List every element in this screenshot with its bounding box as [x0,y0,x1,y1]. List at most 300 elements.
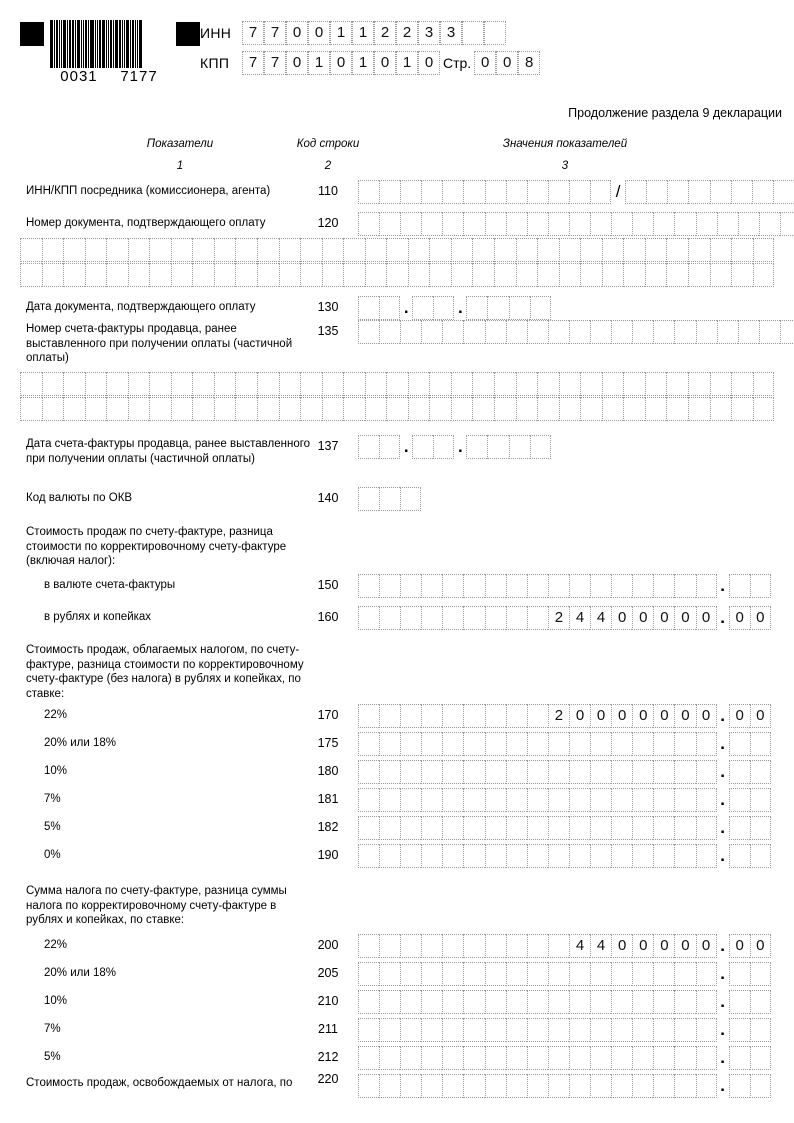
exempt-sales-integer-cell[interactable] [696,1074,717,1098]
tax-sum-7-integer-cell[interactable] [590,1018,611,1042]
tax-sum-7-integer-cell[interactable] [611,1018,632,1042]
invoice-date-year-cell[interactable] [530,435,551,459]
taxable-22-decimal-cell[interactable]: 0 [729,704,750,728]
sale-cost-currency-integer-cell[interactable] [400,574,421,598]
payment-date-year-cell[interactable] [509,296,530,320]
inn-cell[interactable]: 7 [264,21,286,45]
sale-cost-currency-integer[interactable] [358,574,717,598]
taxable-10-integer-cell[interactable] [569,760,590,784]
taxable-0-integer-cell[interactable] [653,844,674,868]
taxable-5-integer-cell[interactable] [485,816,506,840]
seller-invoice-number-continuation-2-cell[interactable] [192,397,214,421]
sale-cost-rubles-decimal-cell[interactable]: 0 [750,606,771,630]
tax-sum-22-integer-cell[interactable] [442,934,463,958]
taxable-10-integer[interactable] [358,760,717,784]
seller-invoice-number-continuation-1-cell[interactable] [537,372,559,396]
tax-sum-7-integer[interactable] [358,1018,717,1042]
exempt-sales-integer-cell[interactable] [590,1074,611,1098]
seller-invoice-number-cell[interactable] [569,320,590,344]
seller-invoice-number-continuation-1-cell[interactable] [171,372,193,396]
inn-cell[interactable]: 2 [374,21,396,45]
tax-sum-22-decimal-cell[interactable]: 0 [729,934,750,958]
seller-invoice-date-field[interactable] [358,435,551,459]
mediator-kpp-cell[interactable] [752,180,773,204]
tax-sum-5-integer-cell[interactable] [463,1046,484,1070]
kpp-cell[interactable]: 0 [330,51,352,75]
payment-doc-number-continuation-1-cell[interactable] [279,238,301,262]
tax-sum-7-integer-cell[interactable] [696,1018,717,1042]
sale-cost-rubles-integer-cell[interactable]: 4 [590,606,611,630]
payment-date-day[interactable] [358,296,400,320]
taxable-20-18-integer-cell[interactable] [485,732,506,756]
taxable-22-integer[interactable] [358,704,717,728]
seller-invoice-number-cell[interactable] [506,320,527,344]
taxable-20-18-integer-cell[interactable] [527,732,548,756]
tax-sum-7-integer-cell[interactable] [506,1018,527,1042]
mediator-inn-cell[interactable] [421,180,442,204]
payment-doc-number-continuation-2-cell[interactable] [106,263,128,287]
payment-doc-number-cell[interactable] [738,212,759,236]
invoice-date-year-cell[interactable] [466,435,487,459]
payment-doc-number-continuation-2-cell[interactable] [343,263,365,287]
tax-sum-7-integer-cell[interactable] [400,1018,421,1042]
seller-invoice-number-continuation-1-cell[interactable] [106,372,128,396]
sale-cost-rubles-integer-cell[interactable]: 0 [653,606,674,630]
tax-sum-7-decimal-cell[interactable] [729,1018,750,1042]
seller-invoice-number-cell[interactable] [463,320,484,344]
taxable-20-18-integer-cell[interactable] [548,732,569,756]
tax-sum-22-integer-cell[interactable] [421,934,442,958]
sale-cost-currency-integer-cell[interactable] [358,574,379,598]
tax-sum-10-decimal[interactable] [729,990,771,1014]
taxable-10-integer-cell[interactable] [590,760,611,784]
tax-sum-7-integer-cell[interactable] [548,1018,569,1042]
payment-doc-number-cells[interactable] [358,212,794,236]
tax-sum-20-18-integer-cell[interactable] [569,962,590,986]
tax-sum-5-decimal-cell[interactable] [729,1046,750,1070]
payment-doc-number-continuation-1-cell[interactable] [516,238,538,262]
seller-invoice-number-continuation-1-cell[interactable] [322,372,344,396]
taxable-20-18-integer-cell[interactable] [506,732,527,756]
taxable-7-decimal-cell[interactable] [750,788,771,812]
payment-date-month[interactable] [412,296,454,320]
sale-cost-rubles-integer-cell[interactable] [485,606,506,630]
tax-sum-20-18-integer-cell[interactable] [527,962,548,986]
taxable-20-18-integer-cell[interactable] [696,732,717,756]
payment-doc-number-continuation-1-cell[interactable] [85,238,107,262]
seller-invoice-number-continuation-1-cell[interactable] [731,372,753,396]
exempt-sales-integer-cell[interactable] [632,1074,653,1098]
tax-sum-22-integer[interactable] [358,934,717,958]
tax-sum-10-decimal-cell[interactable] [729,990,750,1014]
taxable-0-integer-cell[interactable] [569,844,590,868]
seller-invoice-number-continuation-1-cell[interactable] [214,372,236,396]
payment-doc-number-continuation-1-cell[interactable] [451,238,473,262]
payment-doc-number-continuation-2-cell[interactable] [537,263,559,287]
currency-code-cells[interactable] [358,487,421,511]
exempt-sales-integer-cell[interactable] [485,1074,506,1098]
seller-invoice-number-continuation-2-cell[interactable] [623,397,645,421]
tax-sum-20-18-integer-cell[interactable] [653,962,674,986]
tax-sum-7-decimal-cell[interactable] [750,1018,771,1042]
tax-sum-5-integer-cell[interactable] [400,1046,421,1070]
taxable-5-integer-cell[interactable] [696,816,717,840]
taxable-22-decimal-cell[interactable]: 0 [750,704,771,728]
payment-doc-number-continuation-1-cell[interactable] [731,238,753,262]
taxable-0-integer-cell[interactable] [400,844,421,868]
tax-sum-20-18-integer-cell[interactable] [379,962,400,986]
payment-doc-number-cell[interactable] [463,212,484,236]
invoice-date-month-cell[interactable] [433,435,454,459]
taxable-10-integer-cell[interactable] [421,760,442,784]
seller-invoice-number-continuation-1-cell[interactable] [257,372,279,396]
inn-cell[interactable]: 3 [418,21,440,45]
taxable-10-decimal-cell[interactable] [729,760,750,784]
tax-sum-22-integer-cell[interactable]: 0 [632,934,653,958]
sale-cost-currency-integer-cell[interactable] [653,574,674,598]
exempt-sales-integer-cell[interactable] [506,1074,527,1098]
sale-cost-rubles-integer-cell[interactable] [527,606,548,630]
payment-doc-number-continuation-1-cell[interactable] [128,238,150,262]
tax-sum-20-18-integer-cell[interactable] [696,962,717,986]
payment-doc-number-continuation-1-cell[interactable] [602,238,624,262]
tax-sum-5-decimal[interactable] [729,1046,771,1070]
sale-cost-currency[interactable] [358,574,771,598]
mediator-inn-cell[interactable] [506,180,527,204]
sale-cost-rubles-integer-cell[interactable]: 4 [569,606,590,630]
taxable-22-integer-cell[interactable] [506,704,527,728]
tax-sum-20-18-integer-cell[interactable] [463,962,484,986]
taxable-5[interactable] [358,816,771,840]
mediator-kpp-cell[interactable] [646,180,667,204]
taxable-7-integer-cell[interactable] [674,788,695,812]
taxable-20-18-integer-cell[interactable] [358,732,379,756]
mediator-inn-cell[interactable] [442,180,463,204]
tax-sum-22-integer-cell[interactable]: 4 [590,934,611,958]
payment-doc-number-continuation-1-cell[interactable] [63,238,85,262]
taxable-0-integer-cell[interactable] [674,844,695,868]
tax-sum-20-18-integer-cell[interactable] [548,962,569,986]
tax-sum-22-integer-cell[interactable]: 0 [696,934,717,958]
seller-invoice-number-continuation-1-cell[interactable] [365,372,387,396]
seller-invoice-number-continuation-2-cell[interactable] [20,397,42,421]
seller-invoice-number-continuation-1-cell[interactable] [602,372,624,396]
taxable-22[interactable] [358,704,771,728]
inn-cell[interactable]: 7 [242,21,264,45]
payment-doc-number-continuation-2-cell[interactable] [580,263,602,287]
payment-doc-number-continuation-2-cell[interactable] [149,263,171,287]
payment-doc-number-cell[interactable] [611,212,632,236]
taxable-5-integer-cell[interactable] [421,816,442,840]
taxable-7-integer-cell[interactable] [400,788,421,812]
inn-cell[interactable] [484,21,506,45]
taxable-5-integer-cell[interactable] [506,816,527,840]
page-number-cell[interactable]: 0 [496,51,518,75]
tax-sum-5-integer-cell[interactable] [590,1046,611,1070]
sale-cost-currency-decimal-cell[interactable] [729,574,750,598]
taxable-5-integer-cell[interactable] [379,816,400,840]
sale-cost-rubles-integer-cell[interactable]: 0 [632,606,653,630]
tax-sum-5-integer[interactable] [358,1046,717,1070]
tax-sum-5-integer-cell[interactable] [485,1046,506,1070]
tax-sum-10-integer-cell[interactable] [421,990,442,1014]
tax-sum-20-18-decimal[interactable] [729,962,771,986]
payment-doc-number-continuation-2-cell[interactable] [666,263,688,287]
kpp-cell[interactable]: 0 [286,51,308,75]
taxable-20-18-integer-cell[interactable] [632,732,653,756]
seller-invoice-number-cell[interactable] [696,320,717,344]
taxable-22-integer-cell[interactable]: 2 [548,704,569,728]
page-number-cell[interactable]: 0 [474,51,496,75]
seller-invoice-number-continuation-2-cell[interactable] [451,397,473,421]
sale-cost-currency-integer-cell[interactable] [632,574,653,598]
seller-invoice-number-continuation-2-cell[interactable] [408,397,430,421]
seller-invoice-number-continuation-1-cell[interactable] [623,372,645,396]
sale-cost-rubles-integer-cell[interactable]: 0 [696,606,717,630]
tax-sum-7[interactable] [358,1018,771,1042]
mediator-inn-cell[interactable] [569,180,590,204]
tax-sum-5-integer-cell[interactable] [548,1046,569,1070]
tax-sum-7-integer-cell[interactable] [527,1018,548,1042]
taxable-7-integer-cell[interactable] [632,788,653,812]
payment-doc-number-cell[interactable] [569,212,590,236]
tax-sum-7-integer-cell[interactable] [463,1018,484,1042]
taxable-7-integer-cell[interactable] [611,788,632,812]
taxable-10[interactable] [358,760,771,784]
mediator-inn-cells[interactable] [358,180,611,204]
exempt-sales-integer-cell[interactable] [548,1074,569,1098]
kpp-cell[interactable]: 1 [352,51,374,75]
tax-sum-22[interactable] [358,934,771,958]
seller-invoice-number-continuation-1-cell[interactable] [580,372,602,396]
seller-invoice-number-continuation-2-cell[interactable] [149,397,171,421]
seller-invoice-number-continuation-2-cell[interactable] [63,397,85,421]
payment-doc-number-continuation-1-cell[interactable] [494,238,516,262]
taxable-5-integer-cell[interactable] [548,816,569,840]
tax-sum-22-integer-cell[interactable]: 0 [611,934,632,958]
tax-sum-22-decimal[interactable] [729,934,771,958]
payment-doc-number-continuation-1-cell[interactable] [171,238,193,262]
taxable-5-integer-cell[interactable] [463,816,484,840]
taxable-5-integer-cell[interactable] [569,816,590,840]
payment-doc-number-continuation-1-cell[interactable] [300,238,322,262]
seller-invoice-number-continuation-2-cell[interactable] [710,397,732,421]
invoice-date-year-cell[interactable] [487,435,508,459]
inn-input[interactable] [242,21,506,45]
taxable-0-decimal-cell[interactable] [729,844,750,868]
tax-sum-10-integer-cell[interactable] [696,990,717,1014]
tax-sum-20-18-integer-cell[interactable] [506,962,527,986]
payment-doc-number-continuation-1-cell[interactable] [257,238,279,262]
payment-doc-number-continuation-1-cell[interactable] [20,238,42,262]
invoice-date-month[interactable] [412,435,454,459]
taxable-20-18-decimal-cell[interactable] [750,732,771,756]
tax-sum-20-18-integer-cell[interactable] [485,962,506,986]
seller-invoice-number-continuation-1-cell[interactable] [386,372,408,396]
taxable-22-integer-cell[interactable] [421,704,442,728]
taxable-7-decimal-cell[interactable] [729,788,750,812]
payment-doc-number-continuation-2-cell[interactable] [710,263,732,287]
tax-sum-7-integer-cell[interactable] [442,1018,463,1042]
payment-doc-number-cell[interactable] [653,212,674,236]
seller-invoice-number-cell[interactable] [442,320,463,344]
tax-sum-22-integer-cell[interactable] [485,934,506,958]
exempt-sales-integer-cell[interactable] [379,1074,400,1098]
tax-sum-22-integer-cell[interactable] [527,934,548,958]
seller-invoice-number-cell[interactable] [379,320,400,344]
taxable-20-18-decimal[interactable] [729,732,771,756]
seller-invoice-number-continuation-2-cell[interactable] [257,397,279,421]
taxable-20-18-decimal-cell[interactable] [729,732,750,756]
mediator-kpp-cell[interactable] [710,180,731,204]
exempt-sales-integer-cell[interactable] [569,1074,590,1098]
taxable-22-integer-cell[interactable]: 0 [674,704,695,728]
payment-doc-number-continuation-1-cell[interactable] [365,238,387,262]
payment-doc-number-continuation-1-cell[interactable] [753,238,775,262]
payment-doc-number-cell[interactable] [358,212,379,236]
exempt-sales-integer-cell[interactable] [400,1074,421,1098]
taxable-22-integer-cell[interactable]: 0 [590,704,611,728]
tax-sum-20-18-integer-cell[interactable] [674,962,695,986]
payment-doc-number-continuation-1-cell[interactable] [429,238,451,262]
currency-code-cell[interactable] [400,487,421,511]
taxable-7-integer-cell[interactable] [527,788,548,812]
exempt-sales-decimal[interactable] [729,1074,771,1098]
payment-doc-number-continuation-2[interactable] [20,263,774,287]
seller-invoice-number-continuation-1-cell[interactable] [42,372,64,396]
tax-sum-5-integer-cell[interactable] [674,1046,695,1070]
invoice-date-day-cell[interactable] [379,435,400,459]
kpp-cell[interactable]: 1 [396,51,418,75]
sale-cost-rubles-integer-cell[interactable] [379,606,400,630]
seller-invoice-number-field[interactable] [358,320,794,344]
tax-sum-10-integer-cell[interactable] [527,990,548,1014]
taxable-0[interactable] [358,844,771,868]
tax-sum-10-integer-cell[interactable] [632,990,653,1014]
invoice-date-month-cell[interactable] [412,435,433,459]
taxable-0-integer-cell[interactable] [632,844,653,868]
seller-invoice-number-cell[interactable] [611,320,632,344]
sale-cost-rubles-integer[interactable] [358,606,717,630]
taxable-22-integer-cell[interactable] [485,704,506,728]
payment-doc-number-continuation-1-cell[interactable] [472,238,494,262]
seller-invoice-number-continuation-1-cell[interactable] [516,372,538,396]
taxable-5-integer-cell[interactable] [611,816,632,840]
payment-doc-number-cell[interactable] [379,212,400,236]
taxable-0-decimal-cell[interactable] [750,844,771,868]
tax-sum-20-18-integer-cell[interactable] [590,962,611,986]
currency-code-cell[interactable] [358,487,379,511]
seller-invoice-number-continuation-2[interactable] [20,397,774,421]
payment-date-month-cell[interactable] [433,296,454,320]
taxable-7-integer[interactable] [358,788,717,812]
tax-sum-5[interactable] [358,1046,771,1070]
taxable-10-integer-cell[interactable] [674,760,695,784]
payment-doc-number-cell[interactable] [548,212,569,236]
payment-doc-number-continuation-2-cell[interactable] [214,263,236,287]
payment-doc-number-cell[interactable] [696,212,717,236]
mediator-kpp-cell[interactable] [667,180,688,204]
taxable-5-integer[interactable] [358,816,717,840]
payment-doc-number-continuation-2-cell[interactable] [300,263,322,287]
taxable-7-integer-cell[interactable] [358,788,379,812]
taxable-22-integer-cell[interactable]: 0 [611,704,632,728]
taxable-0-integer-cell[interactable] [506,844,527,868]
payment-date-year-cell[interactable] [487,296,508,320]
payment-doc-number-continuation-1-cell[interactable] [666,238,688,262]
mediator-inn-cell[interactable] [358,180,379,204]
seller-invoice-number-continuation-1-cell[interactable] [63,372,85,396]
taxable-5-decimal-cell[interactable] [729,816,750,840]
payment-doc-number-continuation-1[interactable] [20,238,774,262]
taxable-10-integer-cell[interactable] [696,760,717,784]
payment-doc-number-cell[interactable] [527,212,548,236]
payment-date-year[interactable] [466,296,550,320]
tax-sum-5-integer-cell[interactable] [421,1046,442,1070]
kpp-cell[interactable]: 7 [264,51,286,75]
payment-doc-date-field[interactable] [358,296,551,320]
taxable-7-integer-cell[interactable] [696,788,717,812]
payment-doc-number-continuation-2-cell[interactable] [192,263,214,287]
taxable-22-integer-cell[interactable] [379,704,400,728]
taxable-0-integer-cell[interactable] [527,844,548,868]
exempt-sales-integer-cell[interactable] [358,1074,379,1098]
payment-doc-number-cell[interactable] [759,212,780,236]
taxable-10-integer-cell[interactable] [632,760,653,784]
invoice-date-year[interactable] [466,435,550,459]
tax-sum-10-integer-cell[interactable] [358,990,379,1014]
seller-invoice-number-cells[interactable] [358,320,794,344]
payment-doc-number-continuation-2-cell[interactable] [257,263,279,287]
seller-invoice-number-cell[interactable] [717,320,738,344]
sale-cost-currency-integer-cell[interactable] [379,574,400,598]
seller-invoice-number-continuation-2-cell[interactable] [42,397,64,421]
seller-invoice-number-cell[interactable] [674,320,695,344]
seller-invoice-number-cell[interactable] [421,320,442,344]
tax-sum-5-integer-cell[interactable] [611,1046,632,1070]
taxable-10-integer-cell[interactable] [400,760,421,784]
inn-cell[interactable] [462,21,484,45]
payment-doc-number-cell[interactable] [590,212,611,236]
payment-doc-number-cell[interactable] [506,212,527,236]
sale-cost-rubles-integer-cell[interactable] [463,606,484,630]
exempt-sales-cost[interactable] [358,1074,771,1098]
exempt-sales-decimal-cell[interactable] [729,1074,750,1098]
seller-invoice-number-continuation-1-cell[interactable] [235,372,257,396]
payment-doc-number-continuation-2-cell[interactable] [322,263,344,287]
kpp-cell[interactable]: 0 [418,51,440,75]
seller-invoice-number-continuation-2-cell[interactable] [731,397,753,421]
taxable-5-integer-cell[interactable] [653,816,674,840]
taxable-20-18-integer-cell[interactable] [400,732,421,756]
taxable-0-integer-cell[interactable] [463,844,484,868]
tax-sum-10-decimal-cell[interactable] [750,990,771,1014]
taxable-20-18-integer-cell[interactable] [421,732,442,756]
taxable-22-decimal[interactable] [729,704,771,728]
payment-doc-number-continuation-2-cell[interactable] [688,263,710,287]
inn-cell[interactable]: 2 [396,21,418,45]
taxable-22-integer-cell[interactable]: 0 [653,704,674,728]
seller-invoice-number-continuation-1-cell[interactable] [494,372,516,396]
mediator-kpp-cell[interactable] [688,180,709,204]
taxable-10-integer-cell[interactable] [379,760,400,784]
tax-sum-22-integer-cell[interactable] [379,934,400,958]
payment-doc-number-cell[interactable] [400,212,421,236]
tax-sum-22-integer-cell[interactable] [463,934,484,958]
seller-invoice-number-continuation-2-cell[interactable] [85,397,107,421]
taxable-0-integer-cell[interactable] [611,844,632,868]
mediator-inn-cell[interactable] [527,180,548,204]
